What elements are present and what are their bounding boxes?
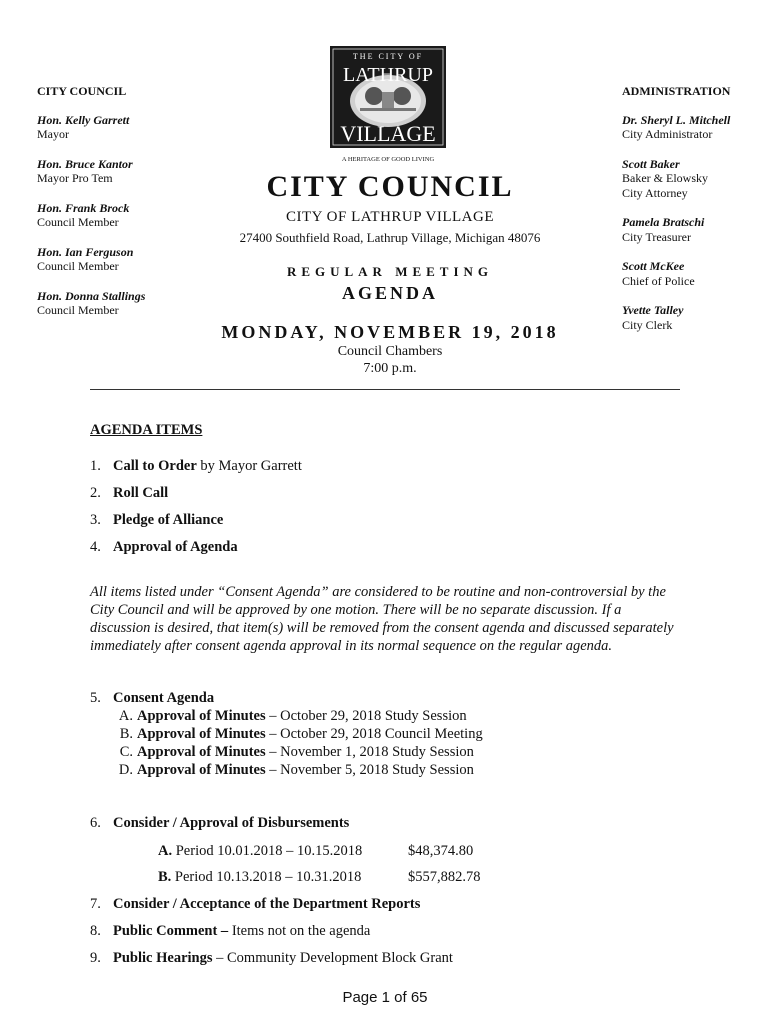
divider: [90, 389, 680, 390]
item-title: Consider / Approval of Disbursements: [113, 815, 350, 831]
disbursement-amount: $557,882.78: [408, 869, 481, 885]
admin-member: [622, 215, 767, 244]
item-number: 2.: [90, 485, 101, 501]
city-logo-icon: [330, 46, 446, 166]
member-name: Scott McKee: [622, 259, 685, 273]
subitem-title: Approval of Minutes: [137, 726, 266, 742]
logo-top-text: THE CITY OF: [352, 52, 424, 61]
disbursement-amount: $48,374.80: [408, 843, 474, 859]
subitem-detail: – October 29, 2018 Council Meeting: [265, 726, 483, 742]
agenda-item-consent: [90, 690, 214, 707]
member-name: Hon. Frank Brock: [37, 200, 130, 215]
member-role: City Clerk: [622, 317, 673, 332]
disbursement-row: [158, 843, 362, 860]
member-name: Dr. Sheryl L. Mitchell: [622, 112, 731, 127]
agenda-item: [90, 923, 370, 940]
council-heading: CITY COUNCIL: [37, 84, 127, 98]
city-logo: [330, 46, 446, 166]
administration-column: [622, 84, 767, 347]
member-name: Hon. Donna Stallings: [37, 288, 146, 303]
admin-member: [622, 157, 767, 201]
item-title: Consent Agenda: [113, 690, 215, 706]
item-number: 3.: [90, 512, 101, 528]
member-role: Council Member: [37, 215, 119, 229]
council-member: [37, 201, 207, 230]
item-title: Consider / Acceptance of the Department Reports: [113, 896, 421, 912]
item-number: 6.: [90, 815, 101, 831]
consent-note: All items listed under “Consent Agenda” are considered to be routine and non-controversial by the City Council and will be approved by one motion. There will be no separate discussion. If a discussion is desired, that item(s) will be removed from the consent agenda and discussed separately immediately after consent agenda approval in its normal sequence on the regular agenda.: [90, 584, 674, 654]
member-role: City Administrator: [622, 127, 713, 141]
item-number: 1.: [90, 458, 101, 474]
row-period: Period 10.01.2018 – 10.15.2018: [175, 843, 363, 859]
row-letter: B.: [158, 869, 172, 885]
member-role: City Treasurer: [622, 229, 691, 244]
member-role: Chief of Police: [622, 273, 695, 288]
item-number: 4.: [90, 539, 101, 555]
item-title: Public Hearings: [113, 950, 213, 966]
consent-subitem: [111, 726, 483, 743]
logo-name-line1: LATHRUP: [342, 64, 434, 86]
doc-type: AGENDA: [341, 283, 438, 303]
agenda-item: [90, 896, 420, 913]
admin-member: [622, 113, 767, 142]
council-column: [37, 84, 207, 333]
subitem-letter: A.: [118, 708, 133, 724]
meeting-type: REGULAR MEETING: [286, 264, 494, 279]
item-number: 8.: [90, 923, 101, 939]
subitem-title: Approval of Minutes: [137, 708, 266, 724]
city-subtitle: CITY OF LATHRUP VILLAGE: [285, 209, 495, 225]
member-role: Mayor Pro Tem: [37, 171, 113, 185]
subitem-title: Approval of Minutes: [137, 744, 266, 760]
member-role: Council Member: [37, 303, 119, 317]
item-title: Approval of Agenda: [113, 539, 238, 555]
member-name: Hon. Bruce Kantor: [37, 156, 133, 171]
agenda-item: [90, 950, 453, 967]
council-member: [37, 245, 207, 274]
subitem-detail: – November 1, 2018 Study Session: [265, 744, 474, 760]
subitem-detail: – October 29, 2018 Study Session: [265, 708, 467, 724]
consent-subitem: [111, 708, 467, 725]
council-member: [37, 289, 207, 318]
item-detail: – Community Development Block Grant: [212, 950, 453, 966]
member-name: Hon. Ian Ferguson: [37, 244, 134, 259]
item-title: Public Comment –: [113, 923, 229, 939]
subitem-letter: B.: [119, 726, 133, 742]
admin-member: [622, 259, 767, 288]
page-number: Page 1 of 65: [342, 989, 428, 1006]
administration-heading: ADMINISTRATION: [622, 84, 731, 98]
member-role: Baker & Elowsky: [622, 171, 708, 185]
page-title: CITY COUNCIL: [266, 170, 514, 203]
member-name: Pamela Bratschi: [622, 215, 705, 229]
meeting-location: Council Chambers: [337, 344, 443, 359]
subitem-detail: – November 5, 2018 Study Session: [265, 762, 474, 778]
section-title: AGENDA ITEMS: [90, 422, 203, 438]
agenda-item: [90, 539, 238, 556]
member-role: Council Member: [37, 259, 119, 273]
member-role: Mayor: [37, 127, 69, 141]
item-number: 7.: [90, 896, 101, 912]
member-role: City Attorney: [622, 185, 688, 200]
logo-tagline: A HERITAGE OF GOOD LIVING: [341, 156, 435, 163]
member-name: Yvette Talley: [622, 303, 684, 317]
item-title: Roll Call: [113, 485, 169, 501]
item-detail: Items not on the agenda: [228, 923, 371, 939]
row-letter: A.: [158, 843, 173, 859]
subitem-letter: D.: [118, 762, 133, 778]
logo-name-line2: VILLAGE: [340, 121, 436, 146]
member-name: Scott Baker: [622, 156, 680, 171]
agenda-item-disbursements: [90, 815, 349, 832]
item-number: 5.: [90, 690, 101, 706]
council-member: [37, 157, 207, 186]
item-title: Call to Order: [113, 458, 197, 474]
agenda-item: [90, 458, 302, 475]
item-detail: by Mayor Garrett: [196, 458, 302, 474]
agenda-item: [90, 485, 168, 502]
subitem-title: Approval of Minutes: [137, 762, 266, 778]
row-period: Period 10.13.2018 – 10.31.2018: [174, 869, 362, 885]
city-address: 27400 Southfield Road, Lathrup Village, Michigan 48076: [239, 230, 541, 245]
disbursement-row: [158, 869, 361, 886]
admin-member: [622, 303, 767, 332]
subitem-letter: C.: [119, 744, 133, 760]
member-name: Hon. Kelly Garrett: [37, 112, 130, 127]
meeting-date: MONDAY, NOVEMBER 19, 2018: [221, 322, 559, 342]
agenda-item: [90, 512, 223, 529]
meeting-time: 7:00 p.m.: [363, 361, 417, 376]
item-title: Pledge of Alliance: [113, 512, 224, 528]
item-number: 9.: [90, 950, 101, 966]
council-member: [37, 113, 207, 142]
consent-subitem: [111, 744, 474, 761]
consent-subitem: [111, 762, 474, 779]
